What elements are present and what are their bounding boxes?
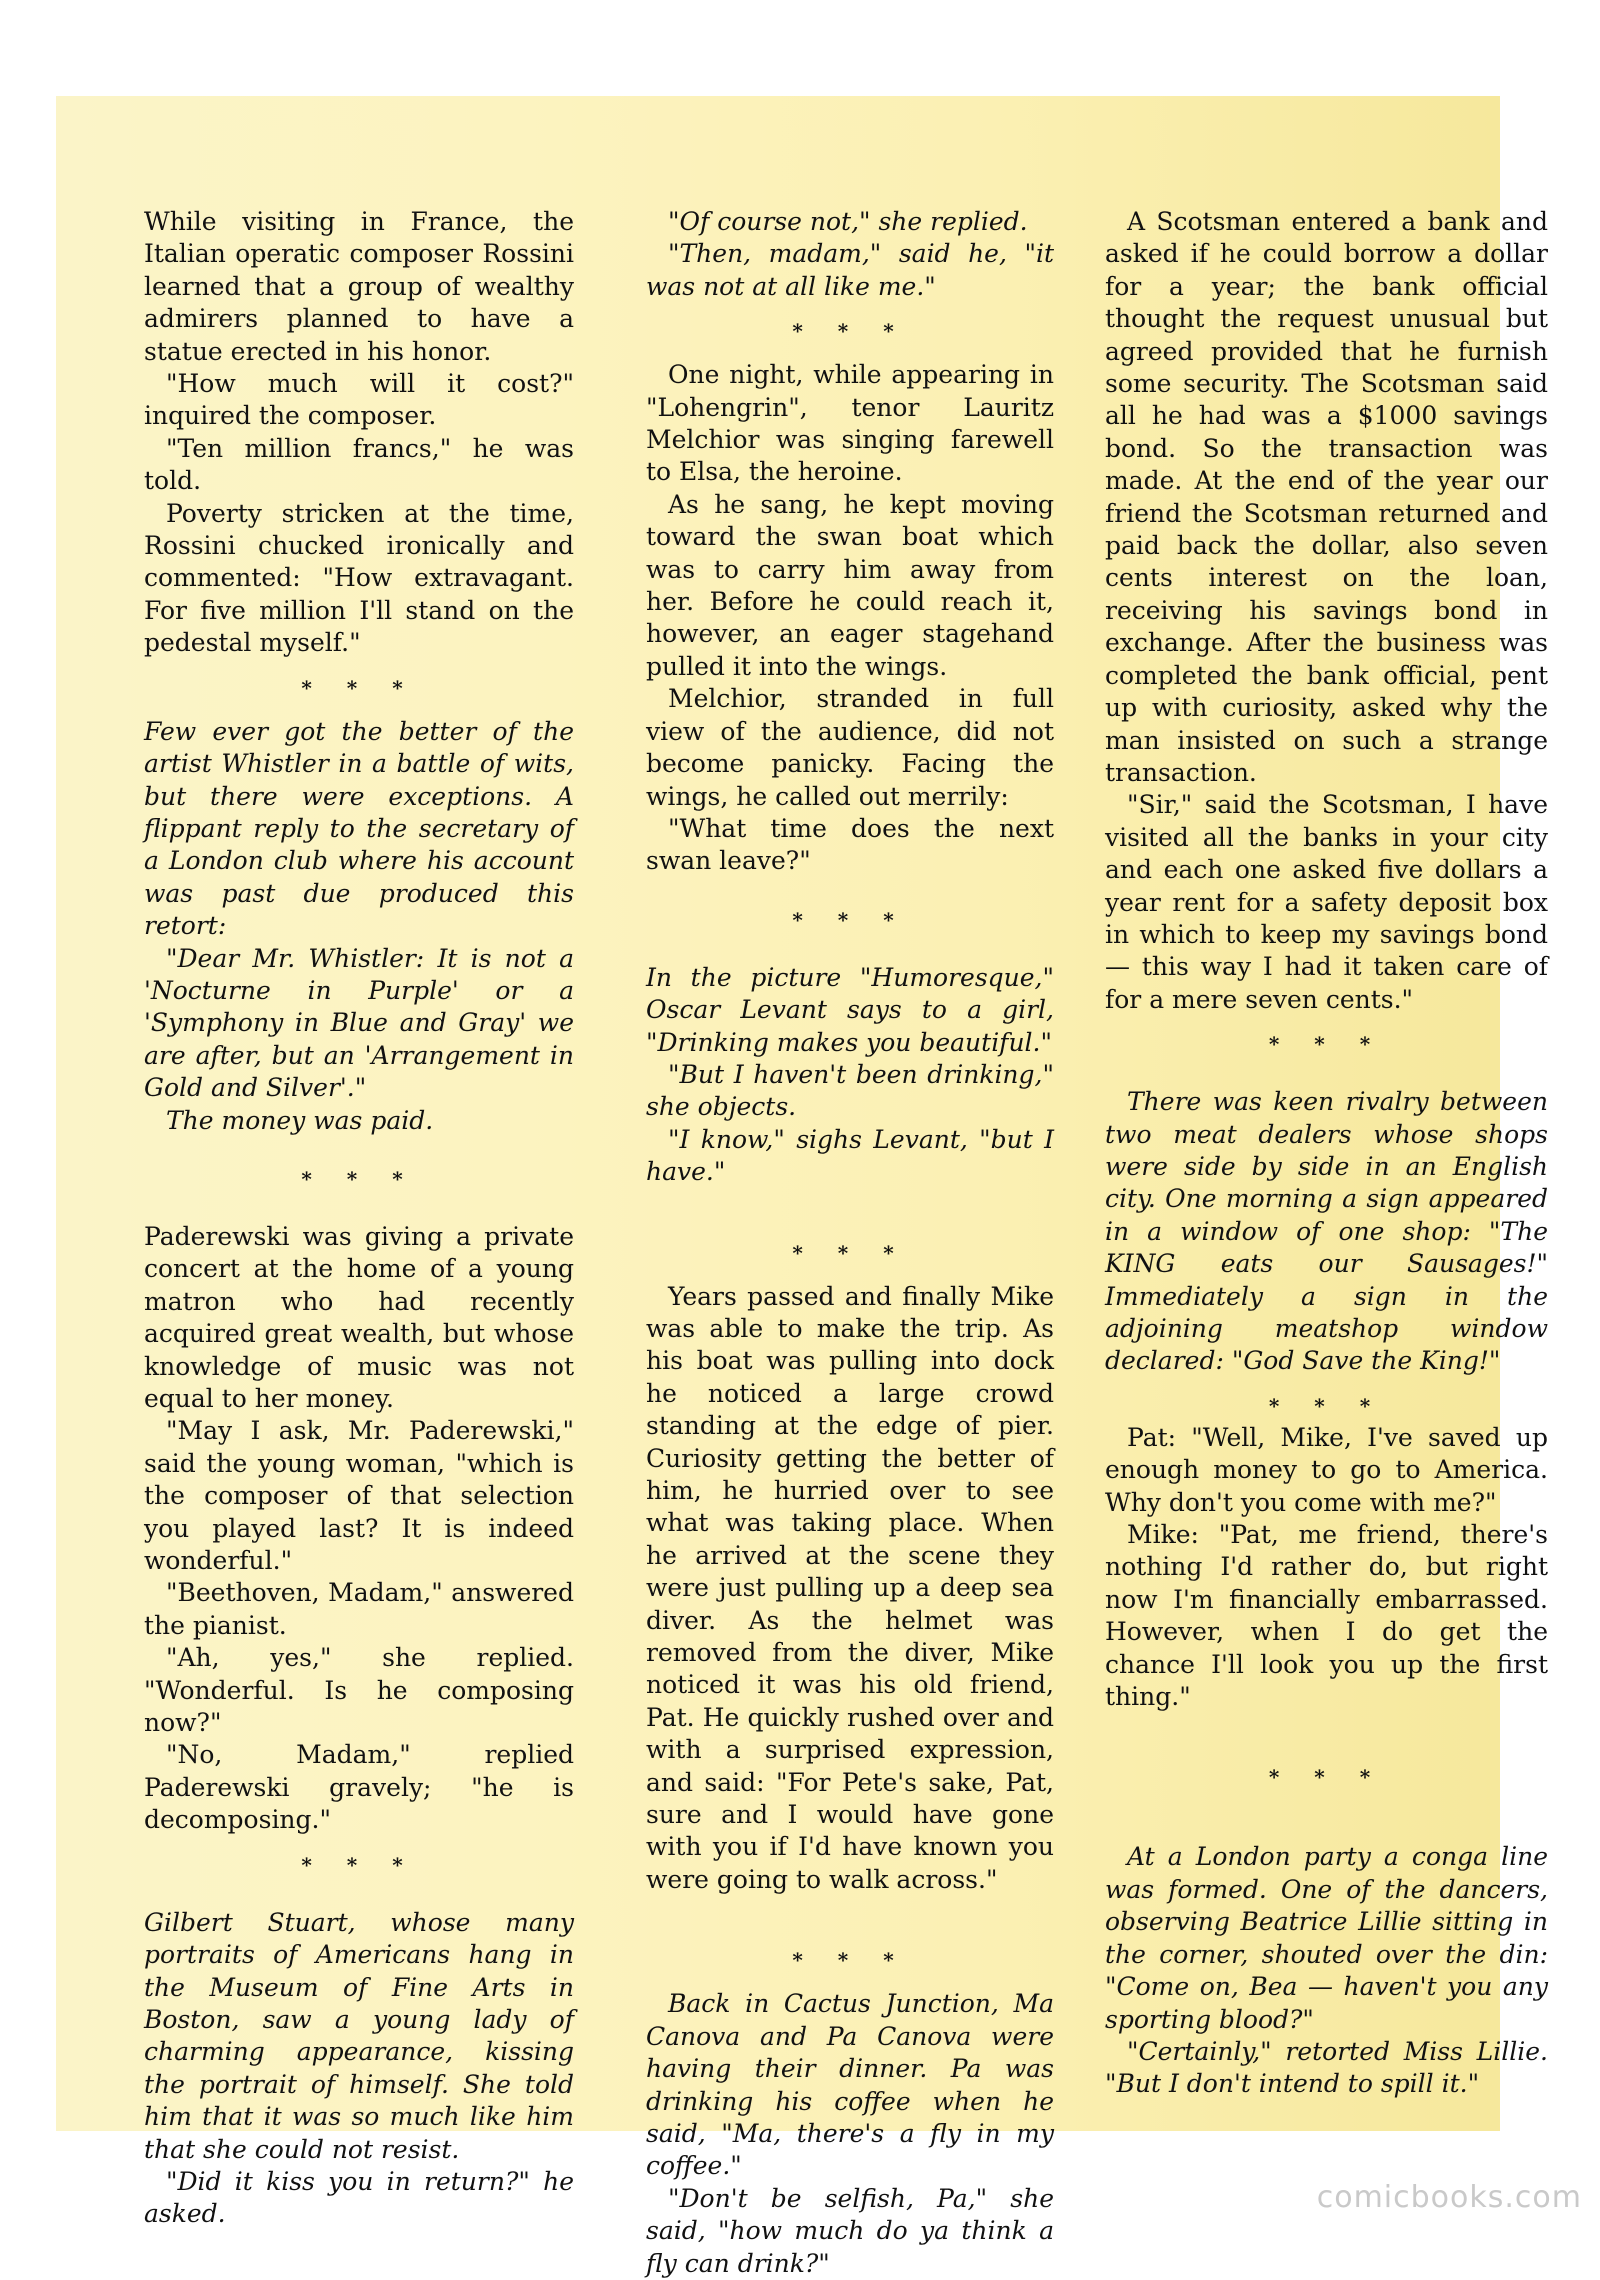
paragraph: Few ever got the better of the artist Whistler in a battle of wits, but there were exceptions. A flippant reply to the secretary of a London club where his account was past due produced this retort:	[144, 716, 574, 941]
section-separator: * * *	[792, 1240, 908, 1265]
section-separator: * * *	[1268, 1032, 1385, 1057]
section-separator: * * *	[301, 1166, 417, 1191]
paragraph: Pat: "Well, Mike, I've saved up enough money to go to America. Why don't you come with me?"	[1105, 1422, 1548, 1517]
paragraph: "I know," sighs Levant, "but I have."	[646, 1124, 1054, 1187]
column-1	[144, 206, 574, 2231]
scotsman-anecdote	[1105, 206, 1548, 1016]
paragraph: "Of course not," she replied.	[668, 207, 1028, 236]
section-separator: * * *	[301, 675, 417, 700]
paragraph: The money was paid.	[166, 1105, 434, 1135]
section-separator: * * *	[301, 1852, 417, 1877]
rossini-anecdote	[144, 206, 574, 660]
paragraph: While visiting in France, the Italian operatic composer Rossini learned that a group of wealthy admirers planned to have a statue erected in his honor.	[144, 207, 574, 366]
paragraph: In the picture "Humoresque," Oscar Levant says to a girl, "Drinking makes you beautiful."	[646, 962, 1054, 1057]
paragraph: "Then, madam," said he, "it was not at all like me."	[646, 239, 1054, 301]
stuart-anecdote	[144, 1907, 574, 2231]
stuart-anecdote-continued	[646, 206, 1054, 303]
paragraph: At a London party a conga line was formed. One of the dancers, observing Beatrice Lillie sitting in the corner, shouted over the din: "Come on, Bea — haven't you any sporting blood?"	[1105, 1842, 1548, 2034]
paragraph: Melchior, stranded in full view of the audience, did not become panicky. Facing the wings, he called out merrily:	[646, 684, 1054, 811]
paragraph: "Ten million francs," he was told.	[144, 433, 574, 496]
mike-anecdote-continued	[646, 1281, 1054, 1897]
lillie-anecdote	[1105, 1841, 1548, 2100]
paderewski-anecdote	[144, 1221, 574, 1837]
section-separator: * * *	[792, 1948, 908, 1973]
paragraph: Back in Cactus Junction, Ma Canova and Pa Canova were having their dinner. Pa was drinking his coffee when he said, "Ma, there's a fly in my coffee."	[646, 1989, 1054, 2181]
melchior-anecdote	[646, 359, 1054, 878]
paragraph: As he sang, he kept moving toward the swan boat which was to carry him away from her. Before he could reach it, however, an eager stagehand pulled it into the wings.	[646, 489, 1054, 681]
paragraph: Gilbert Stuart, whose many portraits of Americans hang in the Museum of Fine Arts in Boston, saw a young lady of charming appearance, kissing the portrait of himself. She told him that it was so much like him that she could not resist.	[144, 1907, 574, 2164]
paragraph: Poverty stricken at the time, Rossini chucked ironically and commented: "How extravagant. For five million I'll stand on the pedestal myself."	[144, 498, 574, 658]
paragraph: "Ah, yes," she replied. "Wonderful. Is he composing now?"	[144, 1643, 574, 1738]
meat-dealers-anecdote	[1105, 1086, 1548, 1378]
paragraph: One night, while appearing in "Lohengrin", tenor Lauritz Melchior was singing farewell to Elsa, the heroine.	[646, 360, 1054, 487]
paragraph: A Scotsman entered a bank and asked if he could borrow a dollar for a year; the bank official thought the request unusual but agreed provided that he furnish some security. The Scotsman said all he had was a $1000 savings bond. So the transaction was made. At the end of the year our friend the Scotsman returned and paid back the dollar, also seven cents interest on the loan, receiving his savings bond in exchange. After the business was completed the bank official, pent up with curiosity, asked why the man insisted on such a strange transaction.	[1105, 207, 1548, 787]
column-2	[646, 206, 1054, 2280]
paragraph: "Did it kiss you in return?" he asked.	[144, 2166, 574, 2229]
paragraph: "Don't be selfish, Pa," she said, "how much do ya think a fly can drink?"	[646, 2183, 1054, 2278]
column-3	[1105, 206, 1548, 2101]
paragraph: Paderewski was giving a private concert at the home of a young matron who had recently acquired great wealth, but whose knowledge of music was not equal to her money.	[144, 1221, 574, 1413]
paragraph: "Certainly," retorted Miss Lillie. "But I don't intend to spill it."	[1105, 2036, 1548, 2099]
section-separator: * * *	[1268, 1765, 1385, 1790]
paragraph: "No, Madam," replied Paderewski gravely; "he is decomposing."	[144, 1740, 574, 1835]
paragraph: "Dear Mr. Whistler: It is not a 'Nocturne in Purple' or a 'Symphony in Blue and Gray' we are after, but an 'Arrangement in Gold and Silver'."	[144, 943, 574, 1103]
paragraph: "But I haven't been drinking," she objects.	[646, 1059, 1054, 1122]
paragraph: "Sir," said the Scotsman, I have visited all the banks in your city and each one asked five dollars a year rent for a safety deposit box in which to keep my savings bond — this way I had it taken care of for a mere seven cents."	[1105, 790, 1548, 1014]
section-separator: * * *	[1268, 1393, 1385, 1418]
whistler-anecdote	[144, 716, 574, 1137]
canova-anecdote	[646, 1988, 1054, 2280]
pat-and-mike-anecdote	[1105, 1422, 1548, 1714]
paragraph: Years passed and finally Mike was able to make the trip. As his boat was pulling into dock he noticed a large crowd standing at the edge of pier. Curiosity getting the better of him, he hurried over to see what was taking place. When he arrived at the scene they were just pulling up a deep sea diver. As the helmet was removed from the diver, Mike noticed it was his old friend, Pat. He quickly rushed over and with a surprised expression, and said: "For Pete's sake, Pat, sure and I would have gone with you if I'd have known you were going to walk across."	[646, 1281, 1054, 1894]
paragraph: "Beethoven, Madam," answered the pianist.	[144, 1578, 574, 1640]
paragraph: "May I ask, Mr. Paderewski," said the young woman, "which is the composer of that selection you played last? It is indeed wonderful."	[144, 1416, 574, 1576]
section-separator: * * *	[792, 907, 908, 932]
site-watermark: comicbooks.com	[1316, 2180, 1582, 2215]
paragraph: "What time does the next swan leave?"	[646, 813, 1054, 876]
paragraph: There was keen rivalry between two meat dealers whose shops were side by side in an English city. One morning a sign appeared in a window of one shop: "The KING eats our Sausages!" Immediately a sign in the adjoining meatshop window declared: "God Save the King!"	[1105, 1087, 1548, 1376]
levant-anecdote	[646, 962, 1054, 1189]
paragraph: Mike: "Pat, me friend, there's nothing I'd rather do, but right now I'm financially embarrassed. However, when I do get the chance I'll look you up the first thing."	[1105, 1520, 1548, 1712]
section-separator: * * *	[792, 319, 908, 344]
paragraph: "How much will it cost?" inquired the composer.	[144, 369, 574, 431]
